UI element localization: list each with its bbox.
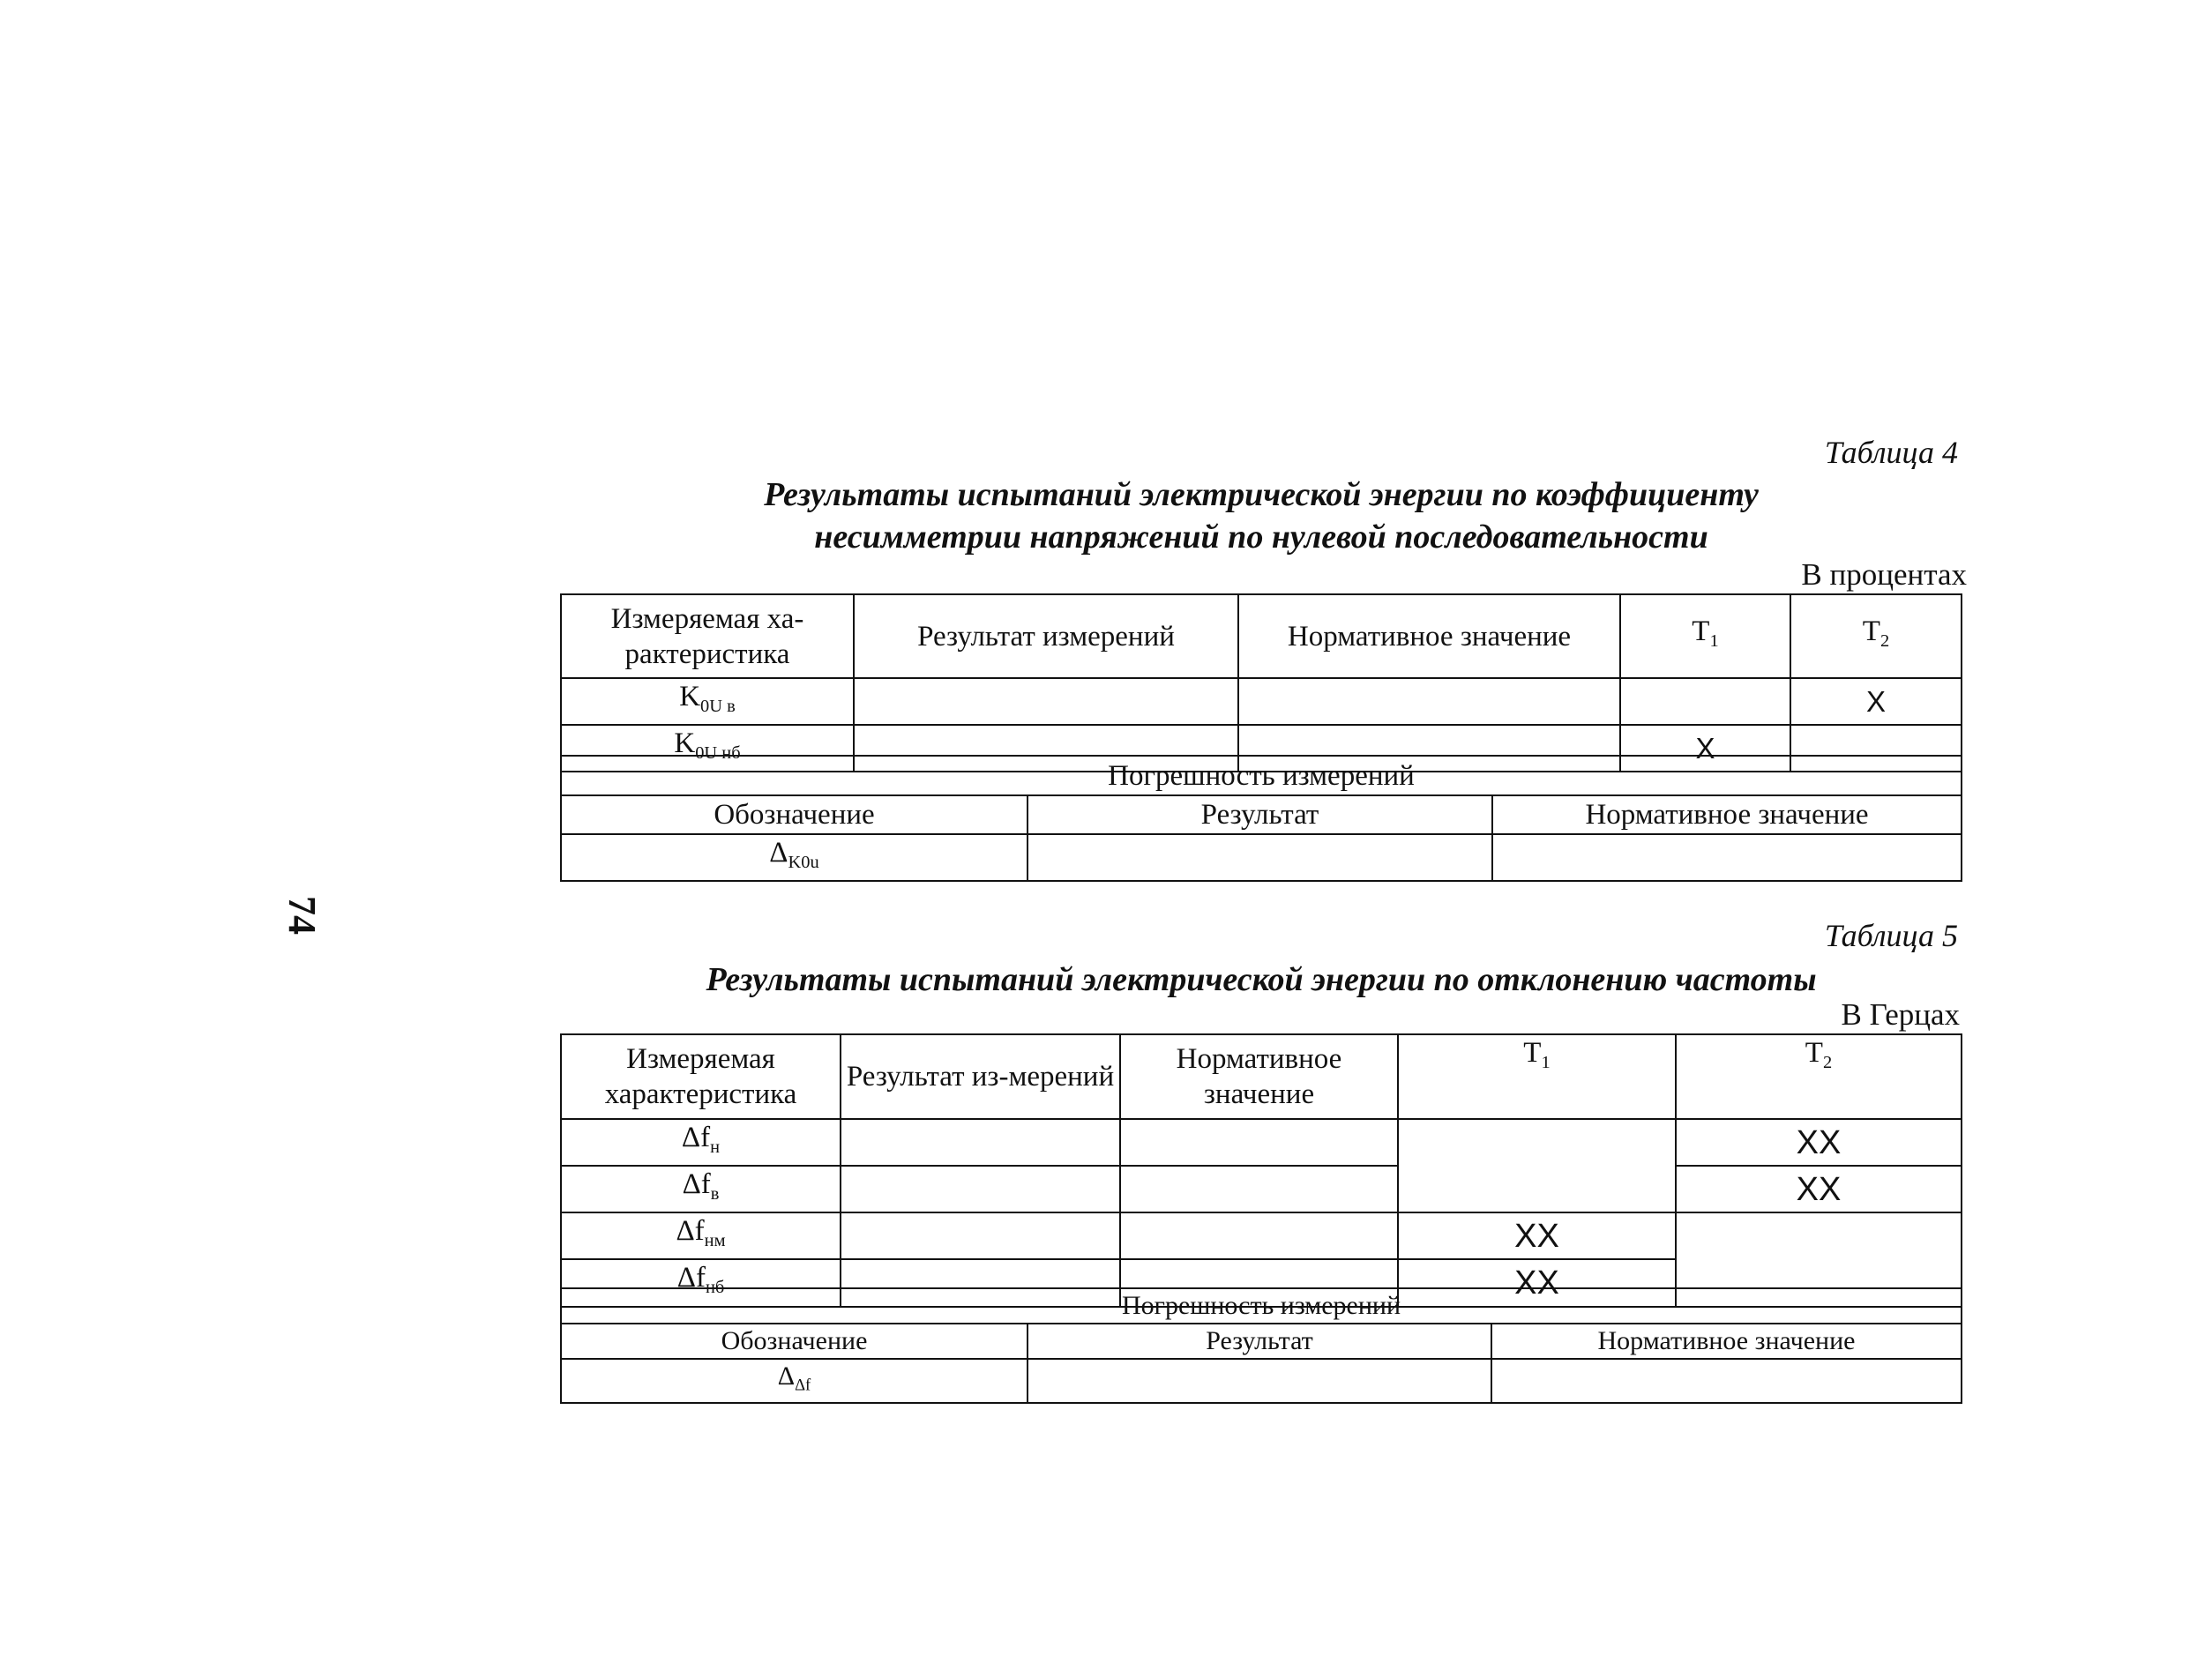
table4-error-designation: $\Delta_{K0u}$ bbox=[561, 834, 1028, 881]
table4-error-header-result: Результат bbox=[1028, 795, 1492, 834]
table4-error-header-normative: Нормативное значение bbox=[1492, 795, 1962, 834]
table4-row-designation: $K_{0U нб}$ bbox=[561, 725, 854, 772]
table4-row-designation: $K_{0U в}$ bbox=[561, 678, 854, 725]
table5-title: Результаты испытаний электрической энергии по отклонению частоты bbox=[706, 961, 1817, 998]
table5-header-t2: $T_2$ bbox=[1676, 1034, 1962, 1119]
table4-cell-result bbox=[854, 678, 1238, 725]
table4-error-result bbox=[1028, 834, 1492, 881]
table4-cell-t1 bbox=[1620, 678, 1790, 725]
table4-unit: В процентах bbox=[1801, 557, 1967, 592]
page-number: 74 bbox=[280, 896, 324, 935]
table4-error-normative bbox=[1492, 834, 1962, 881]
table4-title-line2: несимметрии напряжений по нулевой последовательности bbox=[814, 518, 1708, 556]
table4-header-t2: $T_2$ bbox=[1790, 594, 1962, 678]
table4-header-t1: $T_1$ bbox=[1620, 594, 1790, 678]
table5-cell-result bbox=[841, 1166, 1120, 1212]
table5-header-t1: $T_1$ bbox=[1398, 1034, 1676, 1119]
table4-header-result: Результат измерений bbox=[854, 594, 1238, 678]
table5-error-heading: Погрешность измерений bbox=[561, 1288, 1962, 1324]
table5-error-header-result: Результат bbox=[1028, 1324, 1491, 1359]
table5-error-designation: $\Delta_{\Delta f}$ bbox=[561, 1359, 1028, 1403]
table5-row-designation: $\Delta f_н$ bbox=[561, 1119, 841, 1166]
table4-error-heading: Погрешность измерений bbox=[561, 756, 1962, 795]
table5-cell-normative bbox=[1120, 1212, 1398, 1259]
table5-header-normative: Нормативное значение bbox=[1120, 1034, 1398, 1119]
table4-error-section bbox=[560, 755, 1962, 882]
table5 bbox=[560, 1033, 1962, 1308]
table4 bbox=[560, 593, 1962, 772]
table5-cell-t1: XX bbox=[1398, 1259, 1676, 1306]
table5-row-designation: $\Delta f_{нб}$ bbox=[561, 1259, 841, 1306]
table5-cell-result bbox=[841, 1119, 1120, 1166]
table5-cell-t2: XX bbox=[1676, 1119, 1962, 1166]
table5-error-normative bbox=[1491, 1359, 1962, 1403]
table4-error-header-designation: Обозначение bbox=[561, 795, 1028, 834]
table5-cell-t2: XX bbox=[1676, 1166, 1962, 1212]
table5-cell-normative bbox=[1120, 1119, 1398, 1166]
table4-title-line1: Результаты испытаний электрической энергии по коэффициенту bbox=[764, 476, 1759, 513]
table5-cell-normative bbox=[1120, 1166, 1398, 1212]
table4-cell-normative bbox=[1238, 678, 1620, 725]
table4-cell-t2: X bbox=[1790, 678, 1962, 725]
table4-cell-t1: X bbox=[1620, 725, 1790, 772]
table5-row-designation: $\Delta f_в$ bbox=[561, 1166, 841, 1212]
table5-error-result bbox=[1028, 1359, 1491, 1403]
table5-header-characteristic: Измеряемая характеристика bbox=[561, 1034, 841, 1119]
table5-cell-t1: XX bbox=[1398, 1212, 1676, 1259]
table4-label: Таблица 4 bbox=[1824, 435, 1958, 470]
table4-header-normative: Нормативное значение bbox=[1238, 594, 1620, 678]
table5-label: Таблица 5 bbox=[1824, 918, 1958, 953]
table5-error-header-normative: Нормативное значение bbox=[1491, 1324, 1962, 1359]
table5-header-result: Результат из-мерений bbox=[841, 1034, 1120, 1119]
table4-header-characteristic: Измеряемая ха-рактеристика bbox=[561, 594, 854, 678]
table5-cell-t1-merged bbox=[1398, 1119, 1676, 1212]
table5-row-designation: $\Delta f_{нм}$ bbox=[561, 1212, 841, 1259]
table5-error-section bbox=[560, 1287, 1962, 1404]
table5-unit: В Герцах bbox=[1841, 997, 1960, 1032]
table5-cell-result bbox=[841, 1212, 1120, 1259]
table5-error-header-designation: Обозначение bbox=[561, 1324, 1028, 1359]
